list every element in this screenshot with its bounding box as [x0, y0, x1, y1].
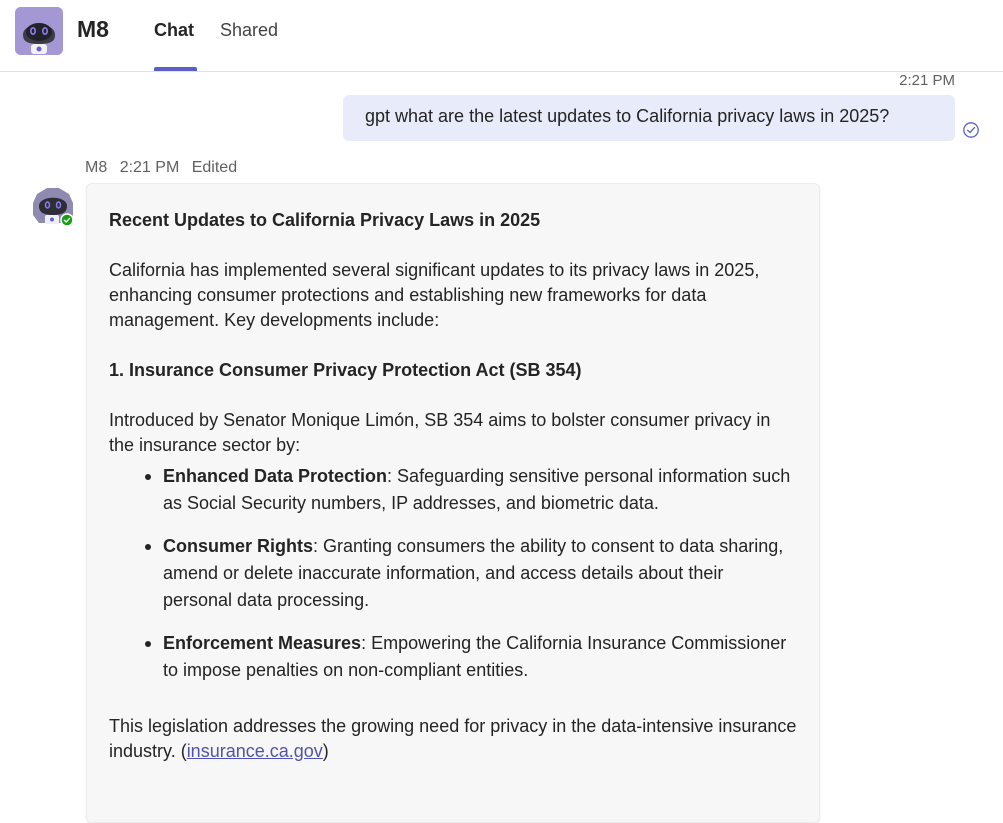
seen-check-icon [962, 121, 980, 139]
bullet-text: : Empowering the California Insurance Commissioner to impose penalties on non-compliant entities. [163, 633, 787, 680]
section-intro: Introduced by Senator Monique Limón, SB 354 aims to bolster consumer privacy in the insurance sector by: [109, 410, 771, 455]
bullet-text: : Safeguarding sensitive personal information such as Social Security numbers, IP addresses, and biometric data. [163, 466, 791, 513]
chat-header [0, 0, 1003, 72]
reply-message-card[interactable] [86, 183, 820, 823]
tab-shared[interactable]: Shared [220, 20, 279, 40]
bullet-bold-label: Enhanced Data Protection [163, 466, 388, 486]
active-tab-indicator [154, 67, 197, 71]
edited-label: Edited [191, 159, 238, 176]
closing-paragraph [109, 714, 797, 764]
bullet-bold-label: Enforcement Measures [163, 633, 362, 653]
closing-text: This legislation addresses the growing need for privacy in the data-intensive insurance industry. ( [109, 716, 797, 761]
closing-paren: ) [322, 741, 329, 761]
reply-sender: M8 [85, 159, 108, 176]
bullet-text: : Granting consumers the ability to consent to data sharing, amend or delete inaccurate information, and access details about their personal data processing. [163, 536, 784, 610]
reply-meta [85, 159, 245, 177]
list-item [163, 533, 797, 614]
source-link[interactable]: insurance.ca.gov [186, 741, 323, 761]
section-heading: 1. Insurance Consumer Privacy Protection Act (SB 354) [109, 360, 582, 380]
tab-chat[interactable]: Chat [154, 20, 194, 40]
reply-title: Recent Updates to California Privacy Laws in 2025 [109, 210, 541, 230]
bullet-bold-label: Consumer Rights [163, 536, 314, 556]
list-item [163, 463, 797, 517]
bot-avatar[interactable] [31, 185, 75, 229]
reply-intro: California has implemented several significant updates to its privacy laws in 2025, enhancing consumer protections and establishing new frameworks for data management. Key developments include: [109, 260, 760, 330]
list-item [163, 630, 797, 684]
sent-message-bubble[interactable]: gpt what are the latest updates to California privacy laws in 2025? [343, 95, 955, 141]
reply-timestamp: 2:21 PM [119, 159, 180, 176]
bot-app-icon[interactable] [15, 7, 63, 55]
app-title: M8 [77, 16, 109, 42]
bullet-list [109, 463, 797, 684]
sent-message-timestamp: 2:21 PM [899, 72, 955, 89]
